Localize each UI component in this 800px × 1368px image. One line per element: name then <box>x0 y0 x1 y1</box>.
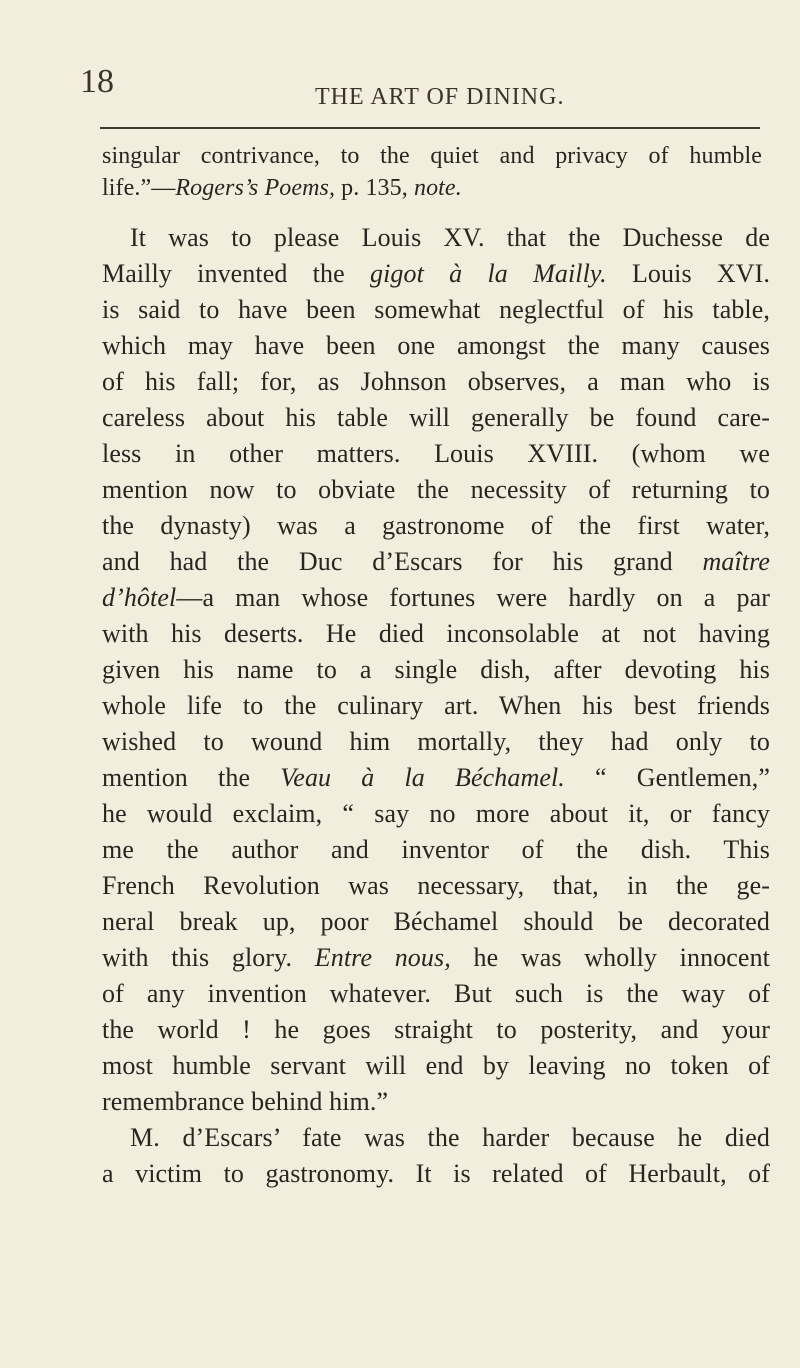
foreign-term: Entre nous, <box>314 943 451 972</box>
text-line <box>102 1156 770 1192</box>
text-line <box>102 724 770 760</box>
citation-note: note. <box>413 175 462 201</box>
text-segment: less in other matters. Louis XVIII. (whom we <box>102 439 770 468</box>
header-rule <box>100 127 760 129</box>
text-line <box>102 256 770 292</box>
text-segment: “ Gentlemen,” <box>564 763 770 792</box>
text-segment: neral break up, poor Béchamel should be decorated <box>102 907 770 936</box>
text-segment: which may have been one amongst the many causes <box>102 331 770 360</box>
text-line <box>102 138 762 174</box>
text-line <box>102 868 770 904</box>
text-segment: me the author and inventor of the dish. This <box>102 835 770 864</box>
text-segment: wished to wound him mortally, they had only to <box>102 727 770 756</box>
text-segment: Mailly invented the <box>102 259 370 288</box>
text-segment: singular contrivance, to the quiet and privacy of humble <box>102 143 762 169</box>
text-segment: the dynasty) was a gastronome of the first water, <box>102 511 770 540</box>
text-line <box>102 400 770 436</box>
foreign-term: maître <box>702 547 770 576</box>
dish-name: gigot à la Mailly. <box>369 259 607 288</box>
text-segment: —a man whose fortunes were hardly on a par <box>176 583 770 612</box>
text-line <box>102 616 770 652</box>
text-segment: whole life to the culinary art. When his best friends <box>102 691 770 720</box>
foreign-term: d’hôtel <box>102 583 177 612</box>
text-line <box>102 796 770 832</box>
text-segment: mention the <box>102 763 281 792</box>
text-line <box>102 544 770 580</box>
text-segment: of any invention whatever. But such is the way of <box>102 979 770 1008</box>
text-segment: he was wholly innocent <box>450 943 770 972</box>
text-segment: the world ! he goes straight to posterity, and your <box>102 1015 770 1044</box>
text-line <box>102 760 770 796</box>
text-segment: most humble servant will end by leaving no token of <box>102 1051 770 1080</box>
text-segment: is said to have been somewhat neglectful of his table, <box>102 295 770 324</box>
text-line <box>102 652 770 688</box>
text-line <box>102 436 770 472</box>
text-line <box>102 1084 770 1120</box>
text-segment: remembrance behind him.” <box>102 1087 389 1116</box>
text-line <box>102 472 770 508</box>
text-segment: mention now to obviate the necessity of returning to <box>102 475 770 504</box>
text-segment: a victim to gastronomy. It is related of Herbault, of <box>102 1159 770 1188</box>
text-line <box>102 904 770 940</box>
text-line <box>102 976 770 1012</box>
page-number: 18 <box>80 63 114 100</box>
text-line <box>102 508 770 544</box>
text-line <box>102 364 770 400</box>
text-segment: with this glory. <box>102 943 315 972</box>
text-line <box>102 292 770 328</box>
text-segment: Louis XVI. <box>606 259 770 288</box>
dish-name: Veau à la Béchamel. <box>280 763 565 792</box>
text-segment: French Revolution was necessary, that, in the ge- <box>102 871 770 900</box>
text-line <box>102 1048 770 1084</box>
text-line <box>102 328 770 364</box>
text-segment: given his name to a single dish, after devoting his <box>102 655 770 684</box>
text-line <box>130 220 770 256</box>
text-line <box>102 688 770 724</box>
text-segment: and had the Duc d’Escars for his grand <box>102 547 703 576</box>
text-segment: of his fall; for, as Johnson observes, a man who is <box>102 367 770 396</box>
text-segment: It was to please Louis XV. that the Duchesse de <box>130 223 770 252</box>
text-line <box>102 940 770 976</box>
text-line <box>102 1012 770 1048</box>
text-segment: careless about his table will generally be found care- <box>102 403 770 432</box>
running-title: THE ART OF DINING. <box>315 84 565 110</box>
text-segment: with his deserts. He died inconsolable at not having <box>102 619 770 648</box>
text-segment: p. 135, <box>335 175 414 201</box>
text-line <box>102 832 770 868</box>
text-segment: he would exclaim, “ say no more about it, or fancy <box>102 799 770 828</box>
citation-title: Rogers’s Poems, <box>175 175 336 201</box>
text-line <box>130 1120 770 1156</box>
text-segment: life.”— <box>102 175 176 201</box>
text-line <box>102 170 762 206</box>
text-line <box>102 580 770 616</box>
text-segment: M. d’Escars’ fate was the harder because he died <box>130 1123 770 1152</box>
